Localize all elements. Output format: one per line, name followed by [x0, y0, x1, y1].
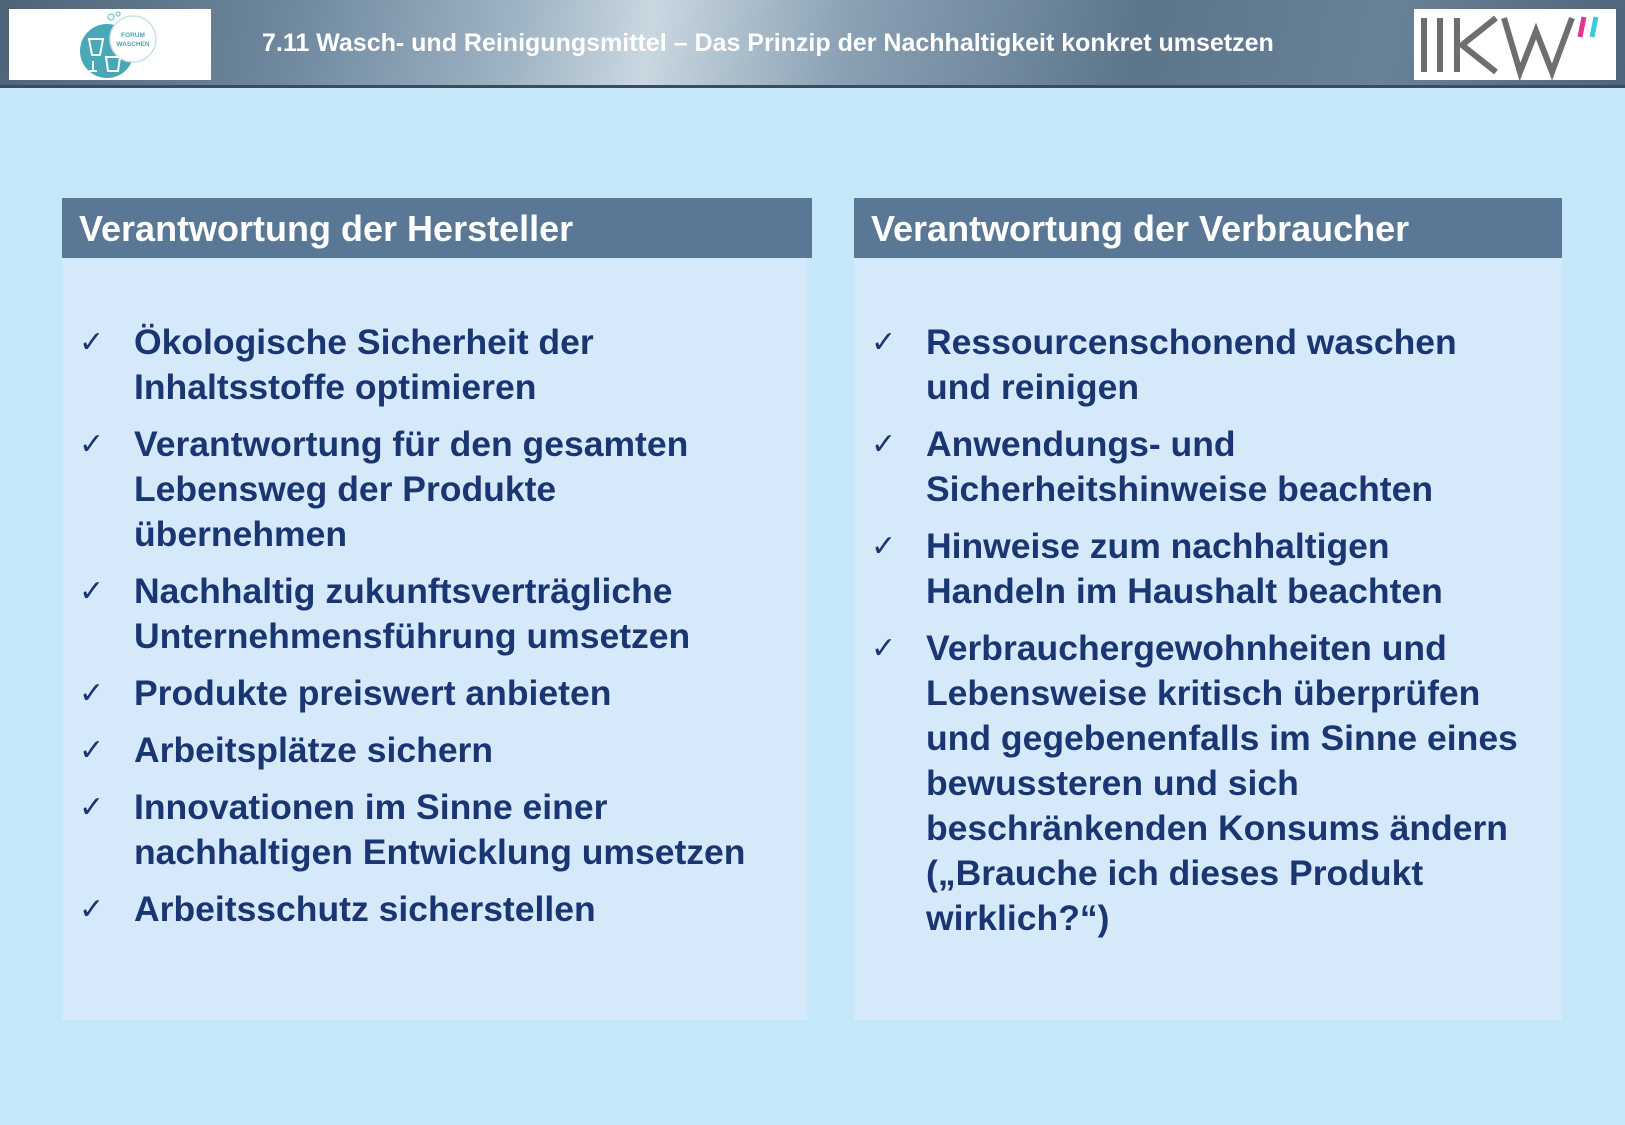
consumer-item [854, 626, 1562, 941]
checkmark-icon: ✓ [871, 529, 897, 564]
list-item-line: Verbrauchergewohnheiten und [926, 628, 1447, 668]
checkmark-icon: ✓ [871, 325, 897, 360]
logo-forum-text: FORUM [121, 32, 145, 39]
consumer-item [854, 320, 1562, 410]
manufacturer-item [62, 422, 807, 557]
forum-waschen-logo-icon [9, 9, 211, 80]
checkmark-icon: ✓ [79, 427, 105, 462]
list-item-line: Inhaltsstoffe optimieren [134, 367, 537, 407]
manufacturer-item [62, 887, 807, 932]
list-item-line: Lebensweg der Produkte [134, 469, 557, 509]
list-item-line: wirklich?“) [926, 898, 1110, 938]
list-item-line: Sicherheitshinweise beachten [926, 469, 1434, 509]
manufacturer-item [62, 785, 807, 875]
list-item-line: und reinigen [926, 367, 1139, 407]
list-item-line: Arbeitsplätze sichern [134, 730, 494, 770]
consumer-list-box [854, 258, 1562, 1020]
list-item-line: Nachhaltig zukunftsverträgliche [134, 571, 673, 611]
list-item-line: und gegebenenfalls im Sinne eines [926, 718, 1518, 758]
list-item-line: Arbeitsschutz sicherstellen [134, 889, 596, 929]
ikw-logo [1414, 9, 1616, 80]
checkmark-icon: ✓ [79, 676, 105, 711]
consumer-panel [854, 198, 1562, 1020]
checkmark-icon: ✓ [79, 733, 105, 768]
consumer-list [854, 258, 1562, 941]
checkmark-icon: ✓ [79, 892, 105, 927]
checkmark-icon: ✓ [79, 325, 105, 360]
header-bar [0, 0, 1625, 88]
list-item-line: Hinweise zum nachhaltigen [926, 526, 1390, 566]
list-item-line: bewussteren und sich [926, 763, 1299, 803]
consumer-item [854, 524, 1562, 614]
manufacturer-list [62, 258, 807, 932]
list-item-line: Ökologische Sicherheit der [134, 322, 594, 362]
list-item-line: („Brauche ich dieses Produkt [926, 853, 1424, 893]
ikw-logo-icon [1414, 9, 1616, 80]
checkmark-icon: ✓ [79, 574, 105, 609]
list-item-line: Produkte preiswert anbieten [134, 673, 612, 713]
manufacturer-item [62, 671, 807, 716]
manufacturer-list-box [62, 258, 807, 1020]
list-item-line: Ressourcenschonend waschen [926, 322, 1457, 362]
list-item-line: nachhaltigen Entwicklung umsetzen [134, 832, 746, 872]
logo-waschen-text: WASCHEN [116, 41, 150, 48]
manufacturer-panel [62, 198, 812, 1020]
checkmark-icon: ✓ [871, 427, 897, 462]
list-item-line: Unternehmensführung umsetzen [134, 616, 691, 656]
manufacturer-item [62, 728, 807, 773]
consumer-item [854, 422, 1562, 512]
forum-waschen-logo [9, 9, 211, 80]
page-title: 7.11 Wasch- und Reinigungsmittel – Das Prinzip der Nachhaltigkeit konkret umsetzen [262, 29, 1274, 57]
checkmark-icon: ✓ [871, 631, 897, 666]
list-item-line: Anwendungs- und [926, 424, 1236, 464]
manufacturer-item [62, 569, 807, 659]
list-item-line: übernehmen [134, 514, 348, 554]
checkmark-icon: ✓ [79, 790, 105, 825]
list-item-line: beschränkenden Konsums ändern [926, 808, 1508, 848]
consumer-heading: Verantwortung der Verbraucher [854, 198, 1562, 258]
list-item-line: Innovationen im Sinne einer [134, 787, 608, 827]
list-item-line: Verantwortung für den gesamten [134, 424, 689, 464]
list-item-line: Handeln im Haushalt beachten [926, 571, 1443, 611]
manufacturer-heading: Verantwortung der Hersteller [62, 198, 812, 258]
manufacturer-item [62, 320, 807, 410]
list-item-line: Lebensweise kritisch überprüfen [926, 673, 1481, 713]
